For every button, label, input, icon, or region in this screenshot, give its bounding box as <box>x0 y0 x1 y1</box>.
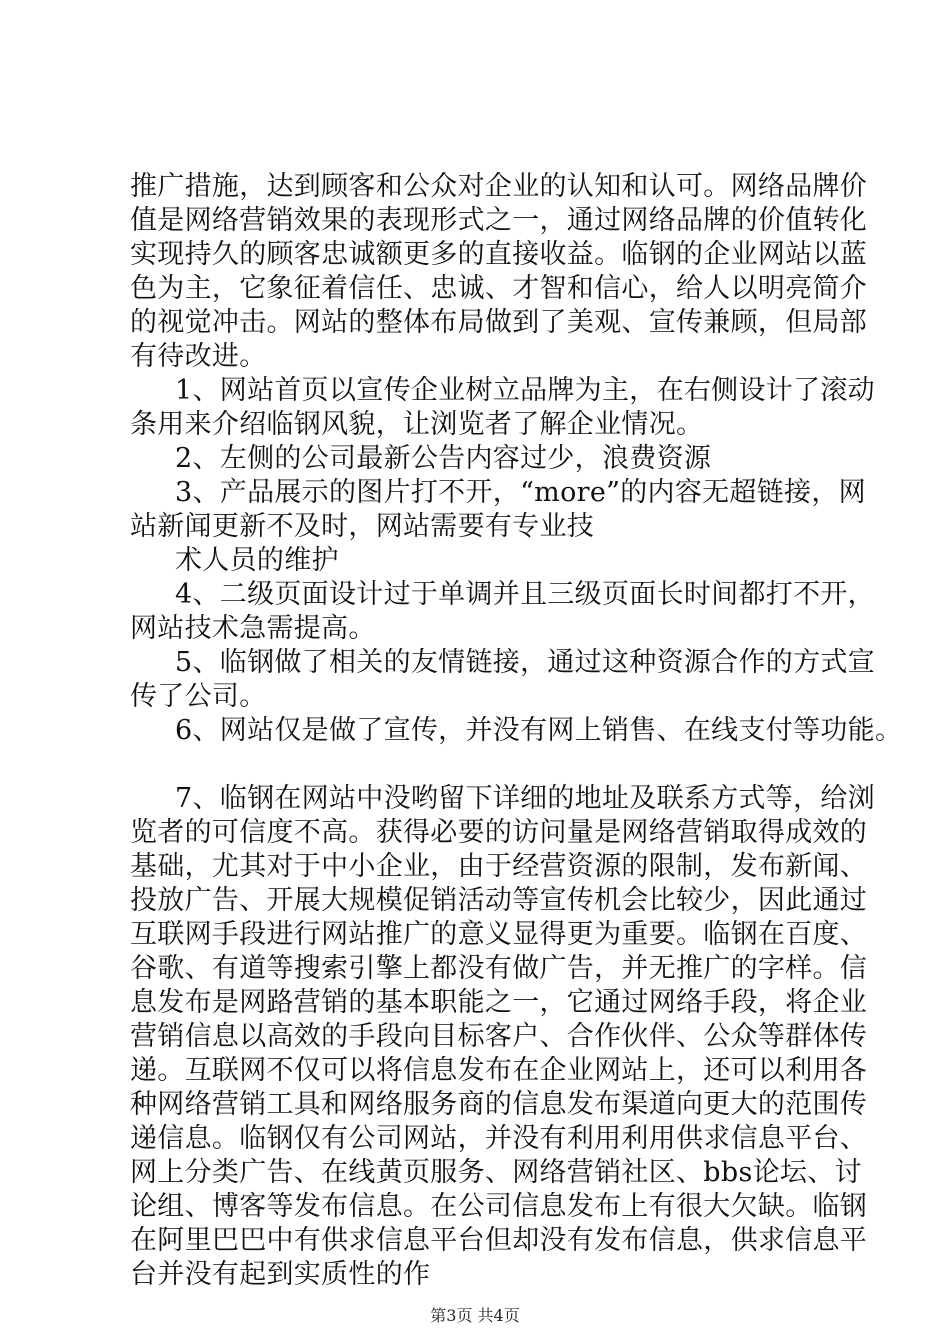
text-line: 术人员的维护 <box>175 545 339 576</box>
text-line: 递信息。临钢仅有公司网站，并没有利用利用供求信息平台、 <box>130 1123 868 1154</box>
text-line: 览者的可信度不高。获得必要的访问量是网络营销取得成效的 <box>130 817 868 848</box>
text-line: 有待改进。 <box>130 341 267 372</box>
list-item-3: 3、产品展示的图片打不开，“more”的内容无超链接，网 <box>175 477 866 508</box>
text-line: 条用来介绍临钢风貌，让浏览者了解企业情况。 <box>130 409 704 440</box>
text-line: 在阿里巴巴中有供求信息平台但却没有发布信息，供求信息平 <box>130 1225 868 1256</box>
text-line: 营销信息以高效的手段向目标客户、合作伙伴、公众等群体传 <box>130 1021 868 1052</box>
text-line: 谷歌、有道等搜索引擎上都没有做广告，并无推广的字样。信 <box>130 953 868 984</box>
text-line: 台并没有起到实质性的作 <box>130 1259 431 1290</box>
text-line: 传了公司。 <box>130 681 267 712</box>
text-line: 站新闻更新不及时，网站需要有专业技 <box>130 511 595 542</box>
text-line: 色为主，它象征着信任、忠诚、才智和信心，给人以明亮简介 <box>130 273 868 304</box>
text-line: 网上分类广告、在线黄页服务、网络营销社区、bbs论坛、讨 <box>130 1157 862 1188</box>
text-line: 网站技术急需提高。 <box>130 613 376 644</box>
list-item-4: 4、二级页面设计过于单调并且三级页面长时间都打不开， <box>175 579 875 610</box>
page-number-footer: 第3页 共4页 <box>430 1306 520 1325</box>
list-item-1: 1、网站首页以宣传企业树立品牌为主，在右侧设计了滚动 <box>175 375 875 406</box>
list-item-6: 6、网站仅是做了宣传，并没有网上销售、在线支付等功能。 <box>175 715 903 746</box>
list-item-5: 5、临钢做了相关的友情链接，通过这种资源合作的方式宣 <box>175 647 875 678</box>
text-line: 基础，尤其对于中小企业，由于经营资源的限制，发布新闻、 <box>130 851 868 882</box>
list-item-7: 7、临钢在网站中没哟留下详细的地址及联系方式等，给浏 <box>175 783 875 814</box>
text-line: 互联网手段进行网站推广的意义显得更为重要。临钢在百度、 <box>130 919 868 950</box>
text-line: 的视觉冲击。网站的整体布局做到了美观、宣传兼顾，但局部 <box>130 307 868 338</box>
text-line: 推广措施，达到顾客和公众对企业的认知和认可。网络品牌价 <box>130 171 868 202</box>
text-line: 值是网络营销效果的表现形式之一，通过网络品牌的价值转化 <box>130 205 868 236</box>
text-line: 实现持久的顾客忠诚额更多的直接收益。临钢的企业网站以蓝 <box>130 239 868 270</box>
text-line: 种网络营销工具和网络服务商的信息发布渠道向更大的范围传 <box>130 1089 868 1120</box>
list-item-2: 2、左侧的公司最新公告内容过少，浪费资源 <box>175 443 712 474</box>
text-line: 论组、博客等发布信息。在公司信息发布上有很大欠缺。临钢 <box>130 1191 868 1222</box>
text-line: 投放广告、开展大规模促销活动等宣传机会比较少，因此通过 <box>130 885 868 916</box>
text-line: 息发布是网路营销的基本职能之一，它通过网络手段，将企业 <box>130 987 868 1018</box>
text-line: 递。互联网不仅可以将信息发布在企业网站上，还可以利用各 <box>130 1055 868 1086</box>
